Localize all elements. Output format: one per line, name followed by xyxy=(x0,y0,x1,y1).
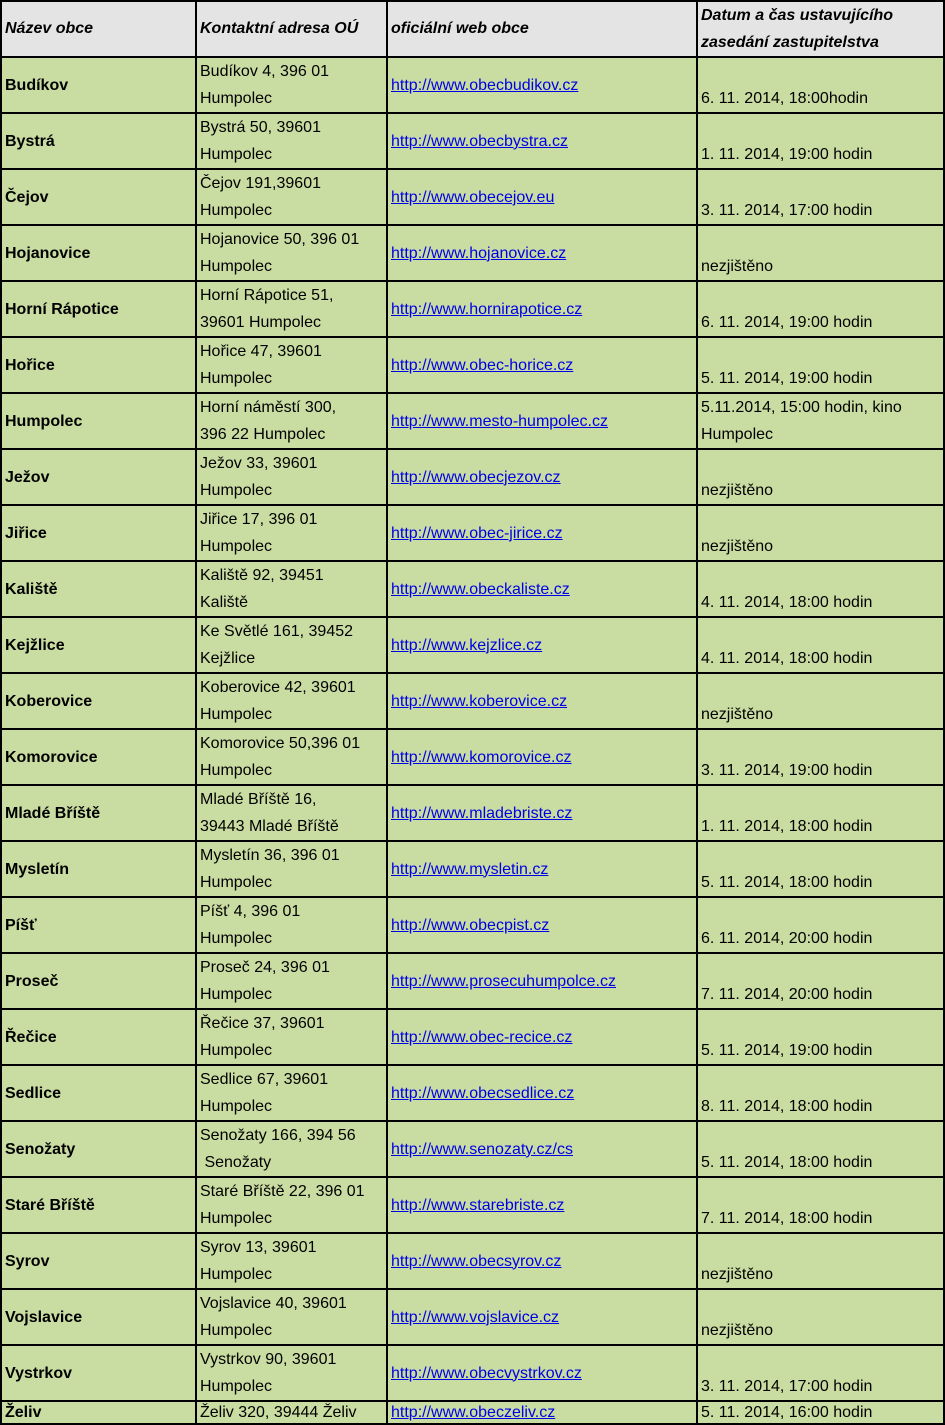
municipality-name: Hojanovice xyxy=(1,225,196,281)
contact-address xyxy=(196,729,387,785)
session-date: 5.11.2014, 15:00 hodin, kino Humpolec xyxy=(697,393,944,449)
municipality-website-link[interactable]: http://www.prosecuhumpolce.cz xyxy=(391,972,616,990)
session-date: nezjištěno xyxy=(697,449,944,505)
address-line-1: Ke Světlé 161, 39452 xyxy=(200,623,354,640)
web-cell xyxy=(387,617,697,673)
municipality-website-link[interactable]: http://www.komorovice.cz xyxy=(391,748,572,766)
web-cell xyxy=(387,785,697,841)
web-cell xyxy=(387,953,697,1009)
municipality-website-link[interactable]: http://www.mesto-humpolec.cz xyxy=(391,412,608,430)
header-web: oficiální web obce xyxy=(387,1,697,57)
table-row xyxy=(1,449,944,505)
address-line-1: Jiřice 17, 396 01 xyxy=(200,511,318,528)
web-cell xyxy=(387,673,697,729)
address-line-2: Humpolec xyxy=(200,1378,273,1395)
contact-address xyxy=(196,113,387,169)
table-row xyxy=(1,225,944,281)
address-line-2: Humpolec xyxy=(200,202,273,219)
municipality-website-link[interactable]: http://www.obecsyrov.cz xyxy=(391,1252,562,1270)
address-line-1: Sedlice 67, 39601 xyxy=(200,1071,329,1088)
address-line-2: Humpolec xyxy=(200,1266,273,1283)
contact-address xyxy=(196,57,387,113)
session-date: 1. 11. 2014, 19:00 hodin xyxy=(697,113,944,169)
web-cell xyxy=(387,1401,697,1424)
session-date: 5. 11. 2014, 19:00 hodin xyxy=(697,337,944,393)
municipality-name: Čejov xyxy=(1,169,196,225)
municipality-website-link[interactable]: http://www.obecpist.cz xyxy=(391,916,550,934)
address-line-2: 39443 Mladé Bříště xyxy=(200,818,339,835)
address-line-1: Vojslavice 40, 39601 xyxy=(200,1295,347,1312)
municipality-website-link[interactable]: http://www.senozaty.cz/cs xyxy=(391,1140,573,1158)
session-date: 7. 11. 2014, 20:00 hodin xyxy=(697,953,944,1009)
address-line-1: Komorovice 50,396 01 xyxy=(200,735,361,752)
web-cell xyxy=(387,113,697,169)
table-row xyxy=(1,1177,944,1233)
address-line-1: Kaliště 92, 39451 xyxy=(200,567,324,584)
web-cell xyxy=(387,337,697,393)
session-date: nezjištěno xyxy=(697,505,944,561)
contact-address xyxy=(196,225,387,281)
table-row xyxy=(1,841,944,897)
web-cell xyxy=(387,281,697,337)
session-date: nezjištěno xyxy=(697,225,944,281)
table-row xyxy=(1,337,944,393)
address-line-2: Humpolec xyxy=(200,1098,273,1115)
municipality-website-link[interactable]: http://www.koberovice.cz xyxy=(391,692,568,710)
session-date: 4. 11. 2014, 18:00 hodin xyxy=(697,617,944,673)
municipality-website-link[interactable]: http://www.obeckaliste.cz xyxy=(391,580,570,598)
municipality-name: Koberovice xyxy=(1,673,196,729)
web-cell xyxy=(387,1177,697,1233)
contact-address xyxy=(196,449,387,505)
table-row xyxy=(1,729,944,785)
contact-address xyxy=(196,1233,387,1289)
municipality-website-link[interactable]: http://www.vojslavice.cz xyxy=(391,1308,560,1326)
address-line-1: Hořice 47, 39601 xyxy=(200,343,322,360)
municipality-name: Proseč xyxy=(1,953,196,1009)
table-row xyxy=(1,897,944,953)
web-cell xyxy=(387,169,697,225)
session-date: 7. 11. 2014, 18:00 hodin xyxy=(697,1177,944,1233)
address-line-1: Vystrkov 90, 39601 xyxy=(200,1351,337,1368)
address-line-1: Řečice 37, 39601 xyxy=(200,1015,325,1032)
municipality-website-link[interactable]: http://www.mladebriste.cz xyxy=(391,804,573,822)
municipality-name: Bystrá xyxy=(1,113,196,169)
contact-address xyxy=(196,505,387,561)
header-address: Kontaktní adresa OÚ xyxy=(196,1,387,57)
municipality-name: Řečice xyxy=(1,1009,196,1065)
session-date: 3. 11. 2014, 17:00 hodin xyxy=(697,169,944,225)
municipality-website-link[interactable]: http://www.obecsedlice.cz xyxy=(391,1084,575,1102)
municipality-name: Budíkov xyxy=(1,57,196,113)
municipality-website-link[interactable]: http://www.obec-jirice.cz xyxy=(391,524,563,542)
table-row xyxy=(1,1345,944,1401)
table-row xyxy=(1,505,944,561)
contact-address xyxy=(196,337,387,393)
address-line-2: Humpolec xyxy=(200,482,273,499)
municipality-website-link[interactable]: http://www.obecbudikov.cz xyxy=(391,76,579,94)
web-cell xyxy=(387,1345,697,1401)
address-line-2: Humpolec xyxy=(200,1210,273,1227)
web-cell xyxy=(387,1065,697,1121)
municipality-name: Píšť xyxy=(1,897,196,953)
table-row xyxy=(1,953,944,1009)
address-line-2: 39601 Humpolec xyxy=(200,314,321,331)
web-cell xyxy=(387,841,697,897)
table-row xyxy=(1,617,944,673)
table-row xyxy=(1,1009,944,1065)
contact-address xyxy=(196,897,387,953)
municipality-name: Mysletín xyxy=(1,841,196,897)
address-line-1: Syrov 13, 39601 xyxy=(200,1239,317,1256)
table-row xyxy=(1,57,944,113)
header-name: Název obce xyxy=(1,1,196,57)
address-line-1: Horní Rápotice 51, xyxy=(200,287,334,304)
contact-address xyxy=(196,169,387,225)
web-cell xyxy=(387,449,697,505)
municipality-name: Horní Rápotice xyxy=(1,281,196,337)
header-date: Datum a čas ustavujícího zasedání zastupitelstva xyxy=(697,1,944,57)
session-date: 5. 11. 2014, 18:00 hodin xyxy=(697,1121,944,1177)
contact-address xyxy=(196,1121,387,1177)
contact-address xyxy=(196,841,387,897)
web-cell xyxy=(387,1009,697,1065)
address-line-2: Humpolec xyxy=(200,538,273,555)
address-line-2: Humpolec xyxy=(200,930,273,947)
table-row xyxy=(1,785,944,841)
address-line-2: Humpolec xyxy=(200,762,273,779)
session-date: nezjištěno xyxy=(697,673,944,729)
address-line-1: Hojanovice 50, 396 01 xyxy=(200,231,360,248)
table-row xyxy=(1,673,944,729)
municipality-name: Humpolec xyxy=(1,393,196,449)
table-row xyxy=(1,561,944,617)
table-body xyxy=(1,57,944,1424)
municipality-website-link[interactable]: http://www.mysletin.cz xyxy=(391,860,549,878)
contact-address xyxy=(196,1401,387,1424)
session-date: 6. 11. 2014, 19:00 hodin xyxy=(697,281,944,337)
municipality-website-link[interactable]: http://www.kejzlice.cz xyxy=(391,636,543,654)
address-line-2: 396 22 Humpolec xyxy=(200,426,326,443)
municipality-website-link[interactable]: http://www.hornirapotice.cz xyxy=(391,300,583,318)
municipality-name: Senožaty xyxy=(1,1121,196,1177)
address-line-2: Humpolec xyxy=(200,706,273,723)
session-date: 3. 11. 2014, 17:00 hodin xyxy=(697,1345,944,1401)
web-cell xyxy=(387,1233,697,1289)
session-date: 4. 11. 2014, 18:00 hodin xyxy=(697,561,944,617)
web-cell xyxy=(387,897,697,953)
web-cell xyxy=(387,393,697,449)
table-row xyxy=(1,281,944,337)
contact-address xyxy=(196,1009,387,1065)
session-date: 8. 11. 2014, 18:00 hodin xyxy=(697,1065,944,1121)
municipality-website-link[interactable]: http://www.obec-horice.cz xyxy=(391,356,574,374)
address-line-2: Senožaty xyxy=(200,1154,272,1171)
address-line-1: Mladé Bříště 16, xyxy=(200,791,317,808)
contact-address xyxy=(196,1289,387,1345)
municipality-name: Kaliště xyxy=(1,561,196,617)
address-line-1: Koberovice 42, 39601 xyxy=(200,679,356,696)
web-cell xyxy=(387,225,697,281)
address-line-1: Proseč 24, 396 01 xyxy=(200,959,330,976)
contact-address xyxy=(196,561,387,617)
web-cell xyxy=(387,1121,697,1177)
address-line-1: Senožaty 166, 394 56 xyxy=(200,1127,356,1144)
municipality-website-link[interactable]: http://www.obeczeliv.cz xyxy=(391,1404,556,1421)
session-date: nezjištěno xyxy=(697,1289,944,1345)
web-cell xyxy=(387,505,697,561)
session-date: 1. 11. 2014, 18:00 hodin xyxy=(697,785,944,841)
session-date: 6. 11. 2014, 18:00hodin xyxy=(697,57,944,113)
contact-address xyxy=(196,1345,387,1401)
session-date: nezjištěno xyxy=(697,1233,944,1289)
address-line-1: Mysletín 36, 396 01 xyxy=(200,847,340,864)
municipality-name: Vystrkov xyxy=(1,1345,196,1401)
municipality-website-link[interactable]: http://www.obec-recice.cz xyxy=(391,1028,573,1046)
address-line-2: Humpolec xyxy=(200,258,273,275)
table-row xyxy=(1,1401,944,1424)
municipality-website-link[interactable]: http://www.starebriste.cz xyxy=(391,1196,565,1214)
municipality-name: Želiv xyxy=(1,1401,196,1424)
contact-address xyxy=(196,1177,387,1233)
session-date: 6. 11. 2014, 20:00 hodin xyxy=(697,897,944,953)
contact-address xyxy=(196,673,387,729)
address-line-2: Humpolec xyxy=(200,1322,273,1339)
municipality-name: Hořice xyxy=(1,337,196,393)
contact-address xyxy=(196,1065,387,1121)
table-row xyxy=(1,113,944,169)
session-date: 5. 11. 2014, 18:00 hodin xyxy=(697,841,944,897)
address-line-2: Humpolec xyxy=(200,1042,273,1059)
session-date: 5. 11. 2014, 16:00 hodin xyxy=(697,1401,944,1424)
table-row xyxy=(1,1065,944,1121)
address-line-2: Humpolec xyxy=(200,370,273,387)
municipality-name: Mladé Bříště xyxy=(1,785,196,841)
municipality-website-link[interactable]: http://www.hojanovice.cz xyxy=(391,244,567,262)
address-line-2: Humpolec xyxy=(200,146,273,163)
contact-address xyxy=(196,953,387,1009)
web-cell xyxy=(387,57,697,113)
municipality-name: Syrov xyxy=(1,1233,196,1289)
address-line-2: Humpolec xyxy=(200,986,273,1003)
contact-address xyxy=(196,617,387,673)
municipality-name: Sedlice xyxy=(1,1065,196,1121)
address-line-1: Bystrá 50, 39601 xyxy=(200,119,321,136)
table-row xyxy=(1,169,944,225)
header-row xyxy=(1,1,944,57)
municipality-name: Ježov xyxy=(1,449,196,505)
web-cell xyxy=(387,561,697,617)
address-line-2: Humpolec xyxy=(200,90,273,107)
session-date: 5. 11. 2014, 19:00 hodin xyxy=(697,1009,944,1065)
web-cell xyxy=(387,729,697,785)
municipality-website-link[interactable]: http://www.obecjezov.cz xyxy=(391,468,561,486)
table-row xyxy=(1,393,944,449)
municipality-website-link[interactable]: http://www.obecvystrkov.cz xyxy=(391,1364,582,1382)
municipality-website-link[interactable]: http://www.obecbystra.cz xyxy=(391,132,568,150)
address-line-1: Želiv 320, 39444 Želiv xyxy=(200,1404,357,1421)
municipality-name: Jiřice xyxy=(1,505,196,561)
address-line-1: Staré Bříště 22, 396 01 xyxy=(200,1183,365,1200)
municipality-name: Vojslavice xyxy=(1,1289,196,1345)
municipality-name: Staré Bříště xyxy=(1,1177,196,1233)
contact-address xyxy=(196,281,387,337)
address-line-2: Kaliště xyxy=(200,594,249,611)
contact-address xyxy=(196,393,387,449)
table-row xyxy=(1,1233,944,1289)
address-line-2: Humpolec xyxy=(200,874,273,891)
table-row xyxy=(1,1289,944,1345)
address-line-1: Budíkov 4, 396 01 xyxy=(200,63,329,80)
web-cell xyxy=(387,1289,697,1345)
address-line-1: Píšť 4, 396 01 xyxy=(200,903,301,920)
session-date: 3. 11. 2014, 19:00 hodin xyxy=(697,729,944,785)
address-line-1: Horní náměstí 300, xyxy=(200,399,337,416)
address-line-1: Čejov 191,39601 xyxy=(200,175,321,192)
address-line-1: Ježov 33, 39601 xyxy=(200,455,318,472)
municipality-website-link[interactable]: http://www.obecejov.eu xyxy=(391,188,555,206)
municipality-name: Kejžlice xyxy=(1,617,196,673)
address-line-2: Kejžlice xyxy=(200,650,256,667)
table-row xyxy=(1,1121,944,1177)
municipality-name: Komorovice xyxy=(1,729,196,785)
contact-address xyxy=(196,785,387,841)
